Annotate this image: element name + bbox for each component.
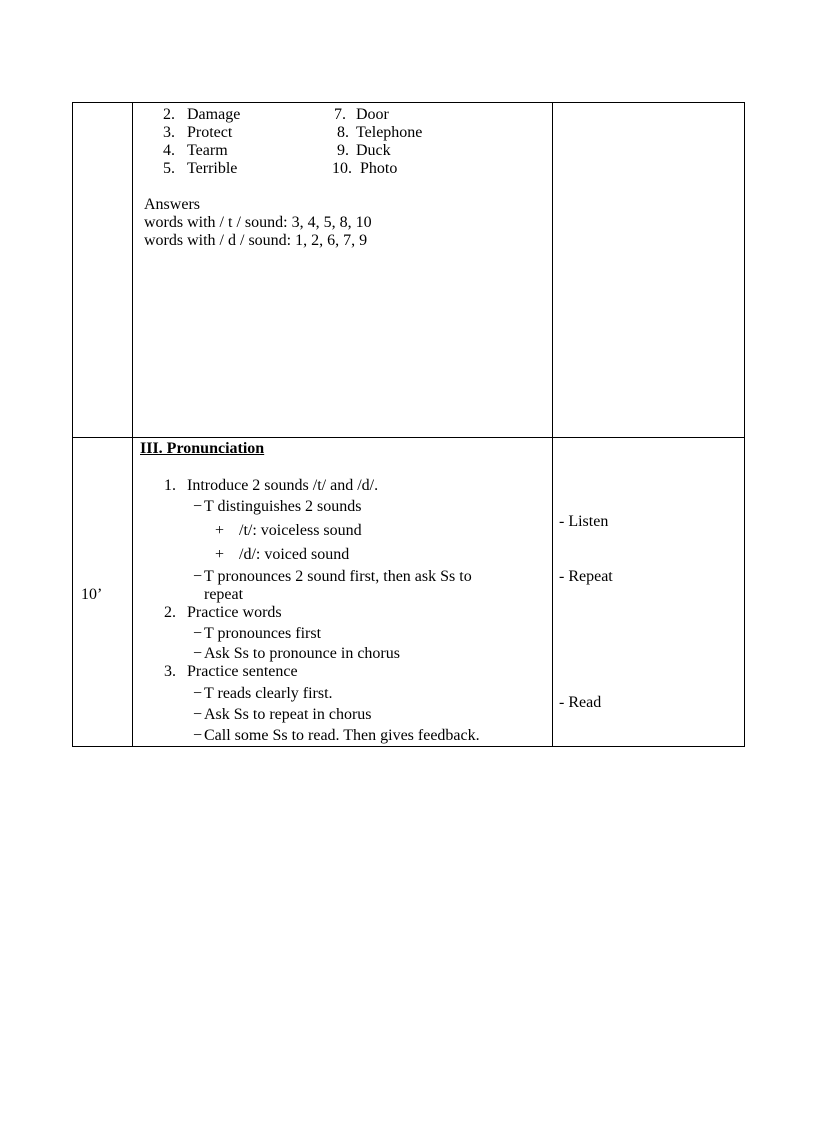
- step-text: Introduce 2 sounds /t/ and /d/.: [187, 477, 379, 494]
- activity-read: - Read: [559, 694, 602, 711]
- step-num: 2.: [164, 604, 176, 621]
- answer-d-sound: words with / d / sound: 1, 2, 6, 7, 9: [144, 232, 368, 249]
- table-border-left: [72, 102, 73, 747]
- step-text: Practice words: [187, 604, 282, 621]
- word-item: Terrible: [187, 160, 238, 177]
- word-item: Telephone: [356, 124, 423, 141]
- bullet-text: T distinguishes 2 sounds: [204, 498, 362, 515]
- word-num: 9.: [337, 142, 349, 159]
- answers-title: Answers: [144, 196, 200, 213]
- table-col-divider-2: [552, 102, 553, 747]
- word-item: Door: [356, 106, 389, 123]
- word-num: 5.: [163, 160, 175, 177]
- dash-icon: −: [193, 685, 203, 702]
- table-row-divider: [72, 437, 745, 438]
- bullet-text: Ask Ss to repeat in chorus: [204, 706, 372, 723]
- dash-icon: −: [193, 498, 203, 515]
- table-border-right: [744, 102, 745, 747]
- bullet-text: T pronounces first: [204, 625, 322, 642]
- step-text: Practice sentence: [187, 663, 298, 680]
- word-num: 7.: [334, 106, 346, 123]
- word-item: Photo: [360, 160, 398, 177]
- word-item: Damage: [187, 106, 241, 123]
- word-num: 4.: [163, 142, 175, 159]
- bullet-text: T reads clearly first.: [204, 685, 333, 702]
- dash-icon: −: [193, 645, 203, 662]
- dash-icon: −: [193, 706, 203, 723]
- step-num: 1.: [164, 477, 176, 494]
- table-border-top: [72, 102, 745, 103]
- section-title: III. Pronunciation: [140, 440, 265, 457]
- word-num: 10.: [332, 160, 352, 177]
- bullet-text: Call some Ss to read. Then gives feedback.: [204, 727, 480, 744]
- word-item: Protect: [187, 124, 233, 141]
- time-cell: 10’: [81, 586, 103, 603]
- dash-icon: −: [193, 625, 203, 642]
- word-num: 2.: [163, 106, 175, 123]
- step-num: 3.: [164, 663, 176, 680]
- sub-bullet-text: /d/: voiced sound: [239, 546, 350, 563]
- word-num: 8.: [337, 124, 349, 141]
- sub-bullet-text: /t/: voiceless sound: [239, 522, 362, 539]
- word-item: Duck: [356, 142, 391, 159]
- word-num: 3.: [163, 124, 175, 141]
- table-border-bottom: [72, 746, 745, 747]
- plus-icon: +: [215, 546, 225, 563]
- answer-t-sound: words with / t / sound: 3, 4, 5, 8, 10: [144, 214, 372, 231]
- bullet-text: Ask Ss to pronounce in chorus: [204, 645, 400, 662]
- bullet-text: T pronounces 2 sound first, then ask Ss to: [204, 568, 472, 585]
- dash-icon: −: [193, 568, 203, 585]
- plus-icon: +: [215, 522, 225, 539]
- activity-repeat: - Repeat: [559, 568, 613, 585]
- bullet-text-continued: repeat: [204, 586, 244, 603]
- table-col-divider-1: [132, 102, 133, 747]
- activity-listen: - Listen: [559, 513, 609, 530]
- dash-icon: −: [193, 727, 203, 744]
- word-item: Tearm: [187, 142, 228, 159]
